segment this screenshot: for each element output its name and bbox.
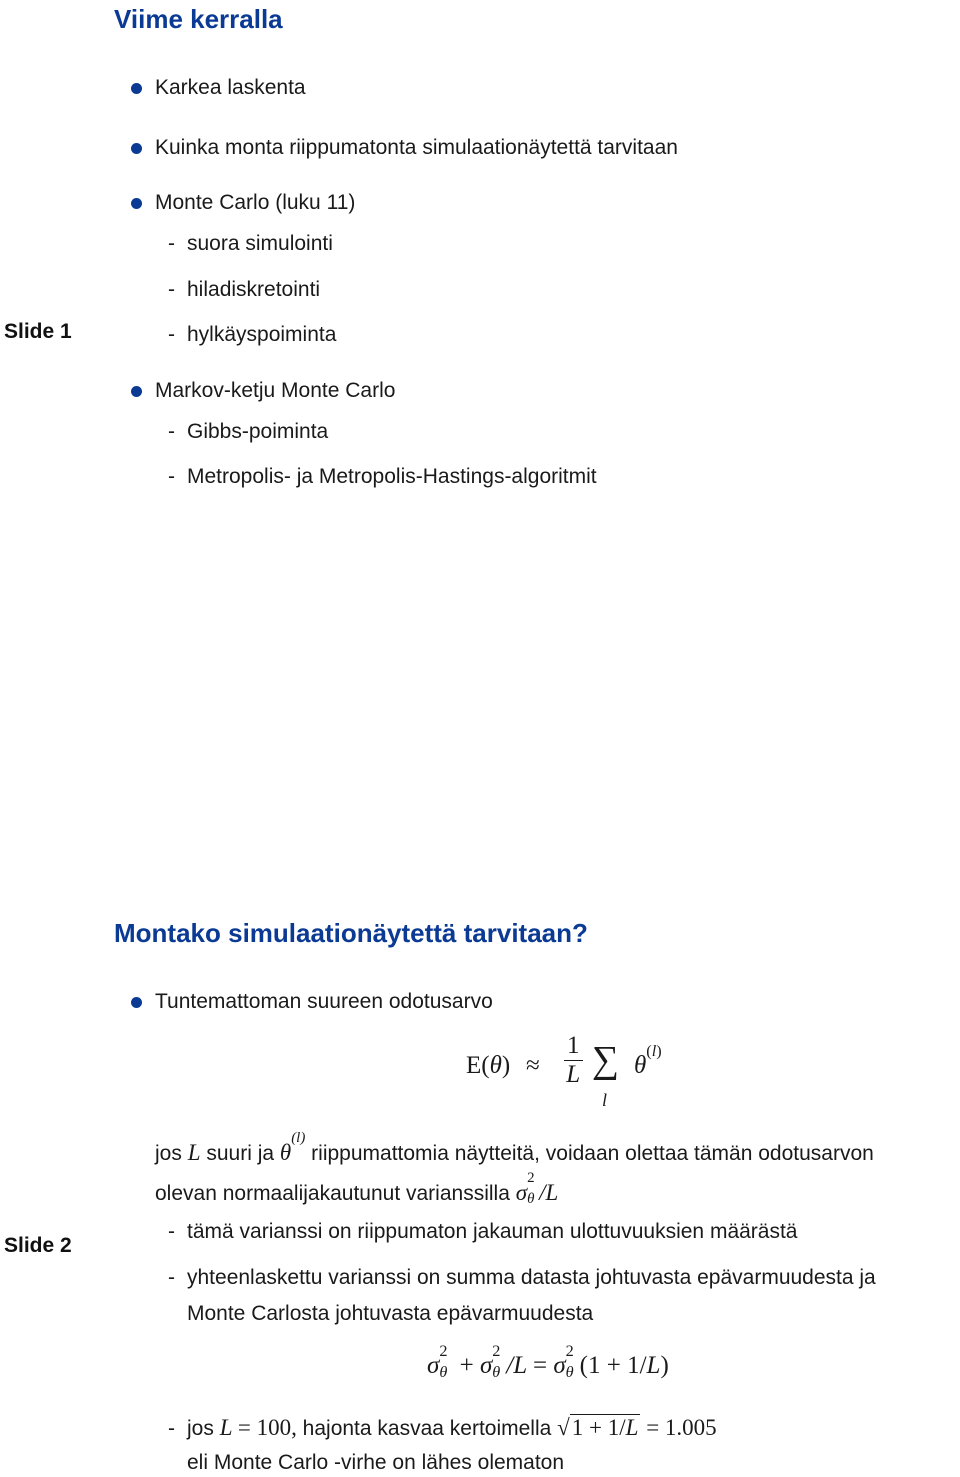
bullet-item: Tuntemattoman suureen odotusarvo xyxy=(155,990,493,1013)
sub-item xyxy=(168,323,336,347)
paragraph-line-1 xyxy=(155,1130,874,1166)
text-suuri-ja: suuri ja xyxy=(206,1142,275,1165)
sub-item-1: - tämä varianssi on riippumaton jakauman ulottuvuuksien määrästä xyxy=(168,1220,798,1243)
math-L-equals-100: L = 100, xyxy=(219,1415,297,1440)
sub-item-3-cont: eli Monte Carlo -virhe on lähes olematon xyxy=(187,1451,565,1474)
sub-item-text: hylkäyspoiminta xyxy=(187,323,337,346)
bullet-item: Markov-ketju Monte Carlo xyxy=(155,379,396,402)
math-sqrt-factor: √1 + 1/L = 1.005 xyxy=(557,1415,717,1440)
variance-equation: σ 2 θ + σ 2 θ /L = σ 2 θ (1 + 1/L) xyxy=(427,1342,669,1381)
slide-2 xyxy=(0,900,960,1477)
sub-item xyxy=(168,465,597,489)
slide-1-label: Slide 1 xyxy=(4,320,72,343)
bullet-dot xyxy=(131,997,142,1008)
text-olevan: olevan normaalijakautunut varianssilla xyxy=(155,1182,510,1205)
eq-sum-index: l xyxy=(602,1090,608,1110)
math-L: L xyxy=(187,1140,201,1165)
bullet-item: Karkea laskenta xyxy=(155,76,306,99)
sub-item-2: - yhteenlaskettu varianssi on summa datasta johtuvasta epävarmuudesta ja xyxy=(168,1266,876,1289)
sub-item-text: Metropolis- ja Metropolis-Hastings-algoritmit xyxy=(187,465,597,488)
slide-2-label: Slide 2 xyxy=(4,1234,72,1257)
sub-item xyxy=(168,278,320,302)
dash: - xyxy=(168,278,175,301)
dash: - xyxy=(168,323,175,346)
bullet-dot xyxy=(131,386,142,397)
math-theta-l: $\theta^{(l)}$ xyxy=(279,1130,306,1165)
paragraph-line-2 xyxy=(155,1170,559,1207)
eq-term: $\theta^{(l)}$ xyxy=(634,1041,662,1079)
dash: - xyxy=(168,420,175,443)
sub-item-2-cont: Monte Carlosta johtuvasta epävarmuudesta xyxy=(187,1302,594,1325)
bullet-item: Monte Carlo (luku 11) xyxy=(155,191,356,214)
dash: - xyxy=(168,232,175,255)
math-sigma-over-L: σ 2 θ /L xyxy=(515,1170,559,1207)
text-paragraph-rest: riippumattomia näytteitä, voidaan olettaa tämän odotusarvon xyxy=(311,1142,874,1165)
eq-fraction: $\frac{1}{L}$ xyxy=(564,1032,583,1088)
sub-item-text: suora simulointi xyxy=(187,232,333,255)
bullet-dot xyxy=(131,198,142,209)
text-jos: jos xyxy=(155,1142,182,1165)
eq-approx: ≈ xyxy=(526,1052,540,1079)
sub-item-text: Gibbs-poiminta xyxy=(187,420,329,443)
slide-2-title: Montako simulaationäytettä tarvitaan? xyxy=(114,918,588,948)
eq-lhs: E(θ) xyxy=(466,1052,511,1079)
bullet-item: Kuinka monta riippumatonta simulaationäytettä tarvitaan xyxy=(155,136,678,159)
sub-item xyxy=(168,232,333,256)
dash: - xyxy=(168,465,175,488)
sub-item-text: hiladiskretointi xyxy=(187,278,321,301)
bullet-dot xyxy=(131,83,142,94)
sub-item xyxy=(168,420,328,444)
eq-sum: ∑ xyxy=(592,1039,620,1081)
bullet-dot xyxy=(131,143,142,154)
slide-1-title: Viime kerralla xyxy=(114,4,283,34)
sub-item-3: - jos L = 100, hajonta kasvaa kertoimella √1 + 1/L = 1.005 xyxy=(168,1415,717,1440)
